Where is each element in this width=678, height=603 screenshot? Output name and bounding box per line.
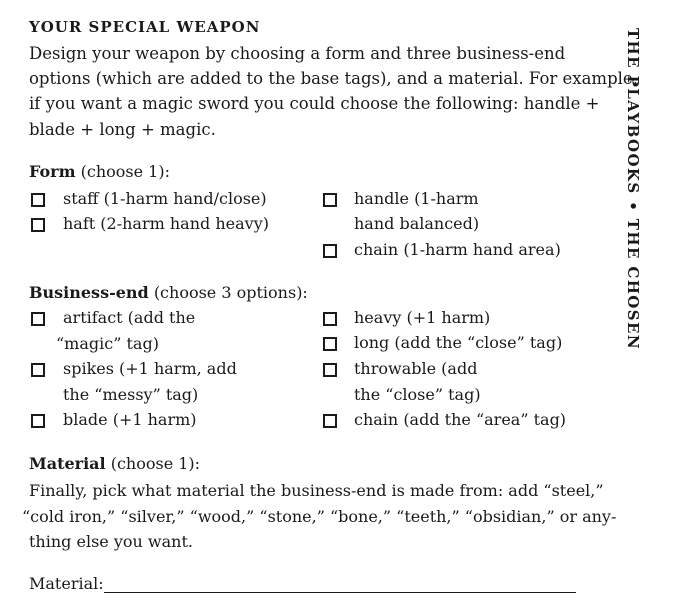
option-be-artifact: artifact (add the	[63, 308, 196, 327]
option-be-throwable: throwable (add	[354, 359, 478, 378]
intro-line: blade + long + magic.	[29, 120, 216, 139]
option-form-handle-cont: hand balanced)	[354, 214, 480, 233]
option-be-throwable-cont: the “close” tag)	[354, 385, 481, 404]
material-text-line: “cold iron,” “silver,” “wood,” “stone,” “bone,” “teeth,” “obsidian,” or any-	[22, 507, 617, 526]
form-label: Form	[29, 162, 76, 181]
section-heading: YOUR SPECIAL WEAPON	[29, 18, 261, 36]
business-end-section-title	[29, 283, 308, 302]
checkbox-be-blade[interactable]	[31, 414, 45, 428]
checkbox-be-spikes[interactable]	[31, 363, 45, 377]
form-section-title	[29, 162, 170, 181]
material-hint: (choose 1):	[110, 454, 201, 473]
option-be-spikes: spikes (+1 harm, add	[63, 359, 237, 378]
option-be-long: long (add the “close” tag)	[354, 333, 563, 352]
option-form-haft: haft (2-harm hand heavy)	[63, 214, 269, 233]
intro-line: Design your weapon by choosing a form and three business-end	[29, 44, 566, 63]
running-head	[620, 28, 642, 373]
option-form-staff: staff (1-harm hand/close)	[63, 189, 267, 208]
material-text-line: thing else you want.	[29, 532, 193, 551]
material-text-line: Finally, pick what material the business-end is made from: add “steel,”	[29, 481, 604, 500]
checkbox-form-staff[interactable]	[31, 193, 45, 207]
form-hint: (choose 1):	[80, 162, 170, 181]
business-end-hint: (choose 3 options):	[153, 283, 308, 302]
option-form-chain: chain (1-harm hand area)	[354, 240, 561, 259]
option-be-heavy: heavy (+1 harm)	[354, 308, 491, 327]
checkbox-form-haft[interactable]	[31, 218, 45, 232]
intro-line: options (which are added to the base tags), and a material. For example,	[29, 69, 638, 88]
material-label: Material	[29, 454, 106, 473]
checkbox-form-chain[interactable]	[323, 244, 337, 258]
option-be-spikes-cont: the “messy” tag)	[63, 385, 199, 404]
option-be-blade: blade (+1 harm)	[63, 410, 197, 429]
checkbox-be-heavy[interactable]	[323, 312, 337, 326]
option-be-artifact-cont: “magic” tag)	[56, 334, 159, 353]
checkbox-be-chain[interactable]	[323, 414, 337, 428]
material-input-line[interactable]	[104, 592, 576, 593]
checkbox-be-artifact[interactable]	[31, 312, 45, 326]
checkbox-be-long[interactable]	[323, 337, 337, 351]
material-field-label: Material:	[29, 574, 104, 593]
intro-line: if you want a magic sword you could choose the following: handle +	[29, 94, 600, 113]
option-be-chain: chain (add the “area” tag)	[354, 410, 567, 429]
business-end-label: Business-end	[29, 283, 149, 302]
option-form-handle: handle (1-harm	[354, 189, 479, 208]
material-section-title	[29, 454, 200, 473]
running-head-text: THE PLAYBOOKS • THE CHOSEN	[624, 28, 642, 350]
checkbox-form-handle[interactable]	[323, 193, 337, 207]
checkbox-be-throwable[interactable]	[323, 363, 337, 377]
